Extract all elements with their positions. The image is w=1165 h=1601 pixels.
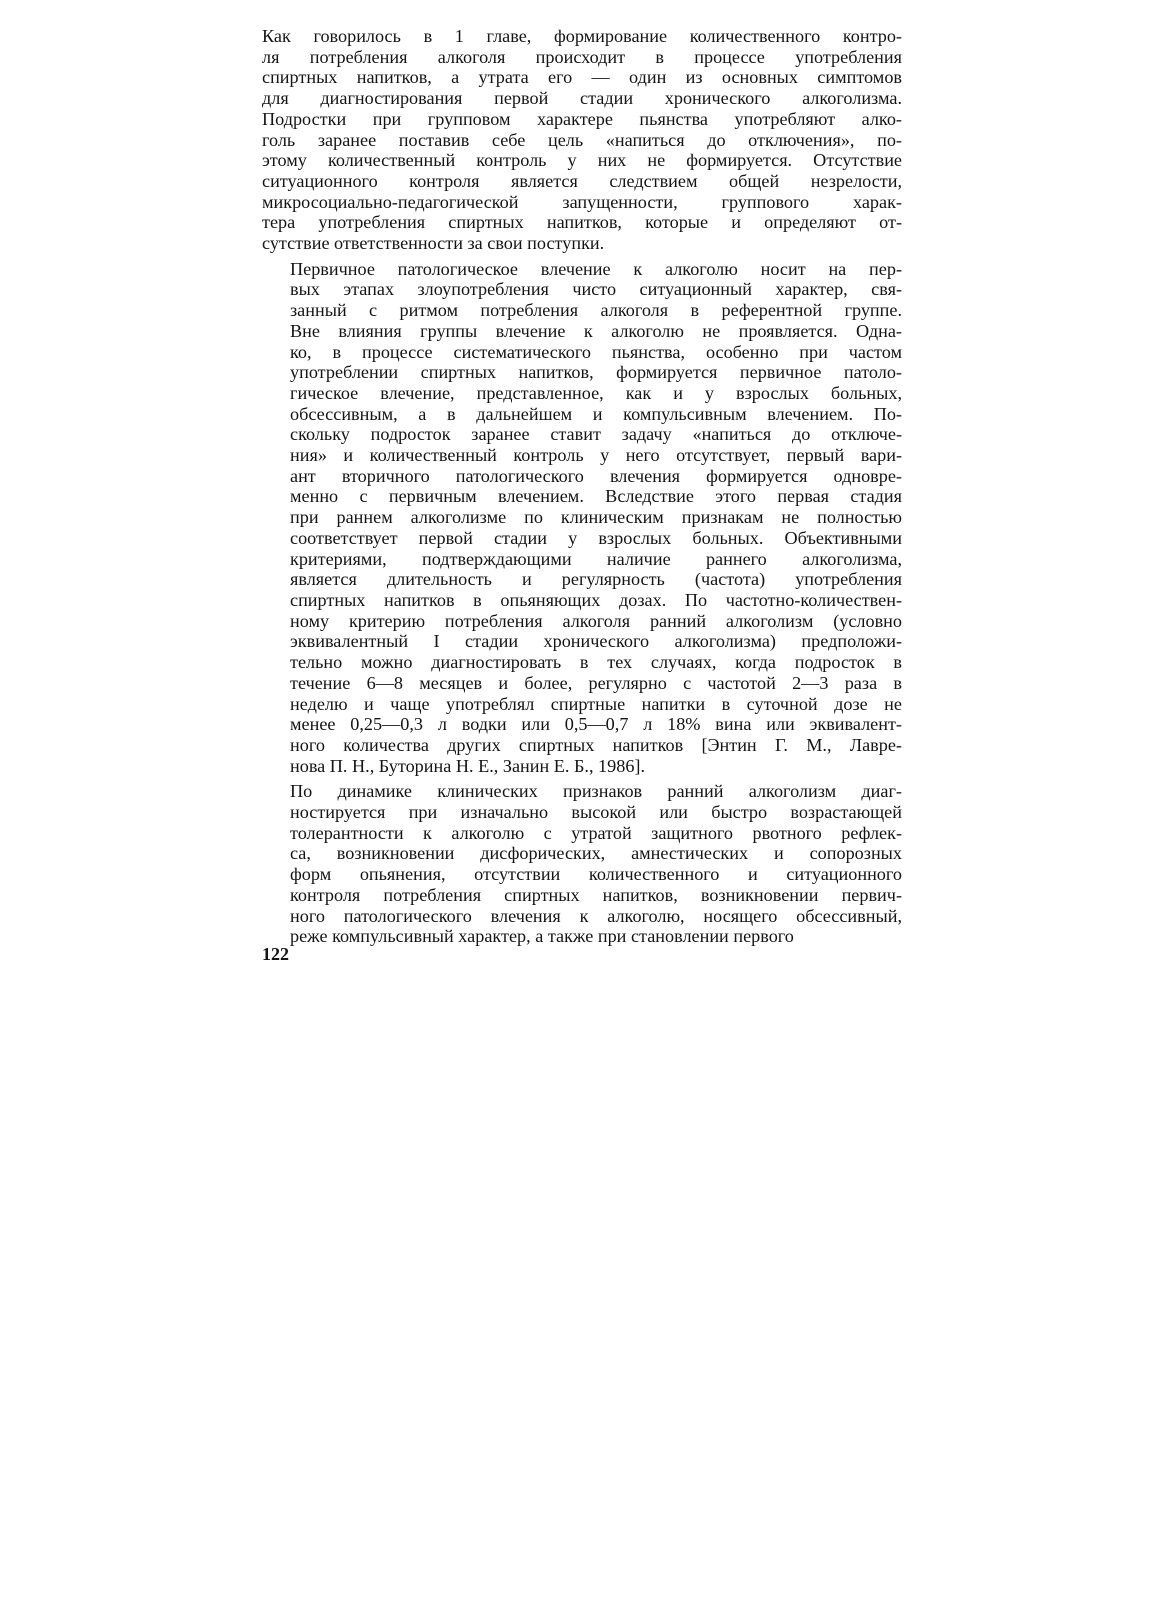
text-line: форм опьянения, отсутствии количественного и ситуационного [290,864,902,885]
text-line: микросоциально-педагогической запущенности, группового харак- [262,191,902,212]
paragraph [262,781,902,947]
text-line: обсессивным, а в дальнейшем и компульсивным влечением. По- [290,403,902,424]
text-line: неделю и чаще употреблял спиртные напитки в суточной дозе не [290,693,902,714]
paragraph [262,259,902,777]
text-line: ного количества других спиртных напитков [Энтин Г. М., Лавре- [290,734,902,755]
text-line: нова П. Н., Буторина Н. Е., Занин Е. Б., 1986]. [290,755,646,776]
text-line: ант вторичного патологического влечения формируется одновре- [290,465,902,486]
text-line: Вне влияния группы влечение к алкоголю не проявляется. Одна- [290,320,902,341]
text-line: ситуационного контроля является следствием общей незрелости, [262,170,902,191]
text-line: при раннем алкоголизме по клиническим признакам не полностью [290,507,902,528]
text-line: контроля потребления спиртных напитков, возникновении первич- [290,884,902,905]
text-line: реже компульсивный характер, а также при становлении первого [290,926,794,947]
text-line: сутствие ответственности за свои поступки. [262,233,605,254]
text-line: спиртных напитков в опьяняющих дозах. По частотно-количествен- [290,589,902,610]
text-line: По динамике клинических признаков ранний алкоголизм диаг- [290,781,902,802]
text-line: гическое влечение, представленное, как и у взрослых больных, [290,382,902,403]
text-line: скольку подросток заранее ставит задачу «напиться до отключе- [290,424,902,445]
text-line: критериями, подтверждающими наличие раннего алкоголизма, [290,548,902,569]
text-line: этому количественный контроль у них не формируется. Отсутствие [262,150,902,171]
text-line: ному критерию потребления алкоголя ранний алкоголизм (условно [290,610,902,631]
paragraph [262,26,902,254]
text-line: течение 6—8 месяцев и более, регулярно с частотой 2—3 раза в [290,672,902,693]
text-line: соответствует первой стадии у взрослых больных. Объективными [290,527,902,548]
text-line: для диагностирования первой стадии хронического алкоголизма. [262,88,902,109]
text-line: спиртных напитков, а утрата его — один из основных симптомов [262,67,902,88]
page-number: 122 [262,944,289,964]
text-line: употреблении спиртных напитков, формируется первичное патоло- [290,362,902,383]
text-line: менее 0,25—0,3 л водки или 0,5—0,7 л 18% вина или эквивалент- [290,714,902,735]
text-line: ного патологического влечения к алкоголю, носящего обсессивный, [290,905,902,926]
text-line: Подростки при групповом характере пьянства употребляют алко- [262,108,902,129]
text-line: Первичное патологическое влечение к алкоголю носит на пер- [290,258,902,279]
text-line: менно с первичным влечением. Вследствие этого первая стадия [290,486,902,507]
text-line: ля потребления алкоголя происходит в процессе употребления [262,46,902,67]
text-line: Как говорилось в 1 главе, формирование количественного контро- [262,26,902,46]
text-line: голь заранее поставив себе цель «напиться до отключения», по- [262,129,902,150]
text-line: занный с ритмом потребления алкоголя в референтной группе. [290,300,902,321]
text-line: са, возникновении дисфорических, амнестических и сопорозных [290,843,902,864]
text-line: ностируется при изначально высокой или быстро возрастающей [290,802,902,823]
text-line: ния» и количественный контроль у него отсутствует, первый вари- [290,445,902,466]
text-line: толерантности к алкоголю с утратой защитного рвотного рефлек- [290,822,902,843]
page-body [262,26,902,952]
text-line: тельно можно диагностировать в тех случаях, когда подросток в [290,652,902,673]
text-line: тера употребления спиртных напитков, которые и определяют от- [262,212,902,233]
text-line: является длительность и регулярность (частота) употребления [290,569,902,590]
text-line: вых этапах злоупотребления чисто ситуационный характер, свя- [290,279,902,300]
text-line: эквивалентный I стадии хронического алкоголизма) предположи- [290,631,902,652]
text-line: ко, в процессе систематического пьянства, особенно при частом [290,341,902,362]
